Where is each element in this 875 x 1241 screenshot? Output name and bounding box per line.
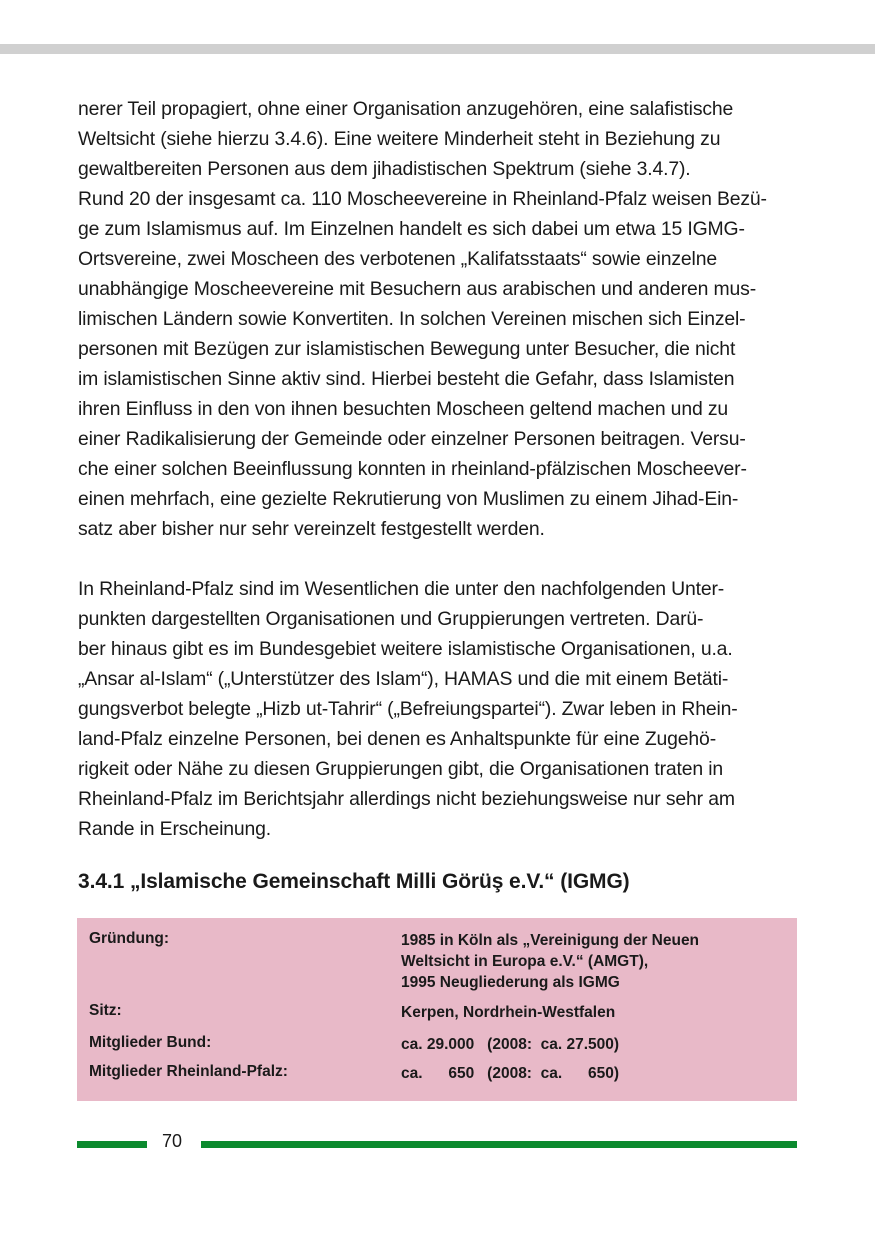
text-line: ihren Einfluss in den von ihnen besuchten Moscheen geltend machen und zu [78,398,729,420]
founding-label: Gründung: [89,930,170,947]
members-rlp-value: ca. 650 (2008: ca. 650) [401,1065,619,1082]
text-line: Rande in Erscheinung. [78,818,272,840]
founding-value: 1985 in Köln als „Vereinigung der Neuen Weltsicht in Europa e.V.“ (AMGT), 1995 Neugliederung als IGMG [401,932,700,991]
text-line: limischen Ländern sowie Konvertiten. In solchen Vereinen mischen sich Einzel- [78,308,746,330]
text-line: einen mehrfach, eine gezielte Rekrutierung von Muslimen zu einem Jihad-Ein- [78,488,739,510]
text-line: Ortsvereine, zwei Moscheen des verbotenen „Kalifatsstaats“ sowie einzelne [78,248,717,270]
section-heading: 3.4.1 „Islamische Gemeinschaft Milli Görüş e.V.“ (IGMG) [78,870,630,893]
text-line: rigkeit oder Nähe zu diesen Gruppierungen gibt, die Organisationen traten in [78,758,724,780]
text-line: Weltsicht (siehe hierzu 3.4.6). Eine weitere Minderheit steht in Beziehung zu [78,128,721,150]
text-line: gungsverbot belegte „Hizb ut-Tahrir“ („Befreiungspartei“). Zwar leben in Rhein- [78,698,738,720]
text-line: gewaltbereiten Personen aus dem jihadistischen Spektrum (siehe 3.4.7). [78,158,691,180]
footer-rule-right [201,1141,797,1148]
text-line: In Rheinland-Pfalz sind im Wesentlichen die unter den nachfolgenden Unter- [78,578,725,600]
members-federal-label: Mitglieder Bund: [89,1034,212,1051]
seat-label: Sitz: [89,1002,122,1019]
text-line: ber hinaus gibt es im Bundesgebiet weitere islamistische Organisationen, u.a. [78,638,733,660]
members-rlp-label: Mitglieder Rheinland-Pfalz: [89,1063,288,1080]
body-paragraph-1 [78,94,800,544]
text-line: „Ansar al-Islam“ („Unterstützer des Islam“), HAMAS und die mit einem Betäti- [78,668,729,690]
text-line: che einer solchen Beeinflussung konnten in rheinland-pfälzischen Moscheever- [78,458,747,480]
members-federal-value: ca. 29.000 (2008: ca. 27.500) [401,1036,620,1053]
page-number: 70 [162,1131,183,1151]
text-line: punkten dargestellten Organisationen und Gruppierungen vertreten. Darü- [78,608,704,630]
body-paragraph-2 [78,574,800,844]
footer-rule-left [77,1141,147,1148]
text-line: nerer Teil propagiert, ohne einer Organisation anzugehören, eine salafistische [78,98,734,120]
text-line: unabhängige Moscheevereine mit Besuchern aus arabischen und anderen mus- [78,278,757,300]
text-line: satz aber bisher nur sehr vereinzelt festgestellt werden. [78,518,545,540]
text-line: Rheinland-Pfalz im Berichtsjahr allerdings nicht beziehungsweise nur sehr am [78,788,735,810]
text-line: land-Pfalz einzelne Personen, bei denen es Anhaltspunkte für eine Zugehö- [78,728,717,750]
seat-value: Kerpen, Nordrhein-Westfalen [401,1004,616,1021]
top-header-bar [0,44,875,54]
organization-info-box [77,918,797,1101]
text-line: personen mit Bezügen zur islamistischen Bewegung unter Besucher, die nicht [78,338,736,360]
text-line: ge zum Islamismus auf. Im Einzelnen handelt es sich dabei um etwa 15 IGMG- [78,218,745,240]
text-line: einer Radikalisierung der Gemeinde oder einzelner Personen beitragen. Versu- [78,428,746,450]
text-line: Rund 20 der insgesamt ca. 110 Moscheevereine in Rheinland-Pfalz weisen Bezü- [78,188,767,210]
text-line: im islamistischen Sinne aktiv sind. Hierbei besteht die Gefahr, dass Islamisten [78,368,735,390]
